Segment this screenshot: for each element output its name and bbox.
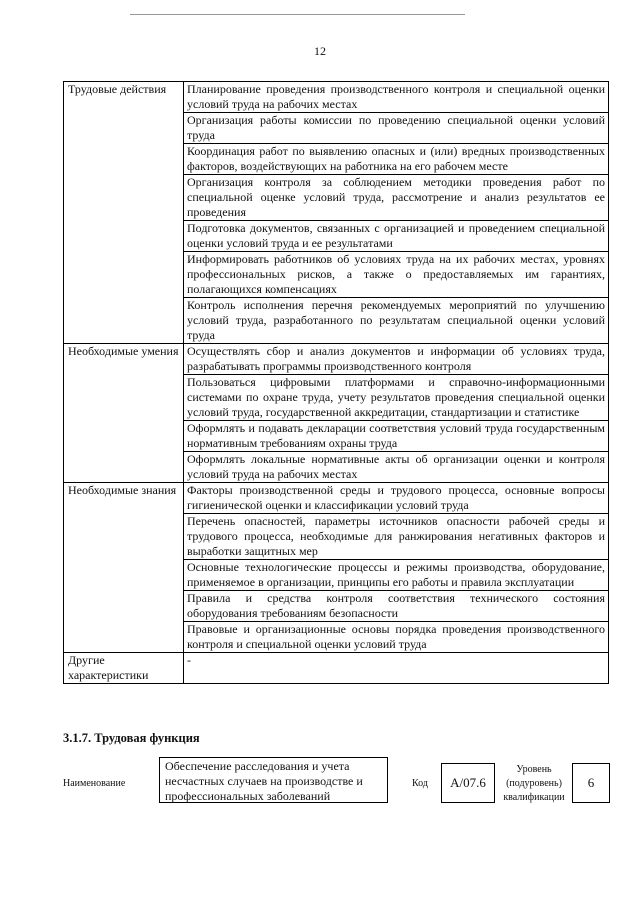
table-cell: Факторы производственной среды и трудового процесса, основные вопросы гигиенической оценки и классификации условий труда [184,483,609,514]
table-row [64,82,609,113]
table-row [64,483,609,514]
table-cell: Правила и средства контроля соответствия технического состояния оборудования требованиям безопасности [184,591,609,622]
table-cell: Основные технологические процессы и режимы производства, оборудование, применяемое в организации, принципы его работы и правила эксплуатации [184,560,609,591]
row-group-label: Необходимые умения [64,344,184,483]
table-cell: Правовые и организационные основы порядка проведения производственного контроля и специальной оценки условий труда [184,622,609,653]
function-details-table [63,81,609,684]
level-label-line: квалификации [503,792,565,803]
page-number: 12 [314,44,326,58]
code-label: Код [412,778,428,789]
level-label-line: Уровень [516,764,552,775]
table-cell: Подготовка документов, связанных с организацией и проведением специальной оценки условий труда и ее результатами [184,221,609,252]
table-cell: Осуществлять сбор и анализ документов и информации об условиях труда, разрабатывать программы производственного контроля [184,344,609,375]
table-row [64,653,609,684]
top-rule [130,14,465,15]
section-heading: 3.1.7. Трудовая функция [63,731,200,745]
table-cell: Оформлять локальные нормативные акты об организации оценки и контроля условий труда на рабочих местах [184,452,609,483]
table-cell: - [184,653,609,684]
name-label: Наименование [63,778,126,789]
table-cell: Контроль исполнения перечня рекомендуемых мероприятий по улучшению условий труда, разработанного по результатам специальной оценки условий труда [184,298,609,344]
table-cell: Перечень опасностей, параметры источников опасности рабочей среды и трудового процесса, необходимые для ранжирования негативных факторов и выработки защитных мер [184,514,609,560]
table-cell: Координация работ по выявлению опасных и (или) вредных производственных факторов, воздействующих на работника на его рабочем месте [184,144,609,175]
table-cell: Планирование проведения производственного контроля и специальной оценки условий труда на рабочих местах [184,82,609,113]
level-label [498,763,570,805]
row-group-label: Необходимые знания [64,483,184,653]
table-cell: Пользоваться цифровыми платформами и справочно-информационными системами по охране труда, учету результатов проведения специальной оценки условий труда, государственной аккредитации, стандартизации и статистике [184,375,609,421]
row-group-label: Другие характеристики [64,653,184,684]
function-name-box: Обеспечение расследования и учета несчастных случаев на производстве и профессиональных заболеваний [159,757,388,803]
table-cell: Организация работы комиссии по проведению специальной оценки условий труда [184,113,609,144]
table-row [64,344,609,375]
table-cell: Информировать работников об условиях труда на их рабочих местах, уровнях профессиональных рисков, а также о предоставляемых им гарантиях, полагающихся компенсациях [184,252,609,298]
row-group-label: Трудовые действия [64,82,184,344]
table-cell: Оформлять и подавать декларации соответствия условий труда государственным нормативным требованиям охраны труда [184,421,609,452]
table-cell: Организация контроля за соблюдением методики проведения работ по специальной оценке условий труда, рассмотрение и анализ результатов ее проведения [184,175,609,221]
level-box: 6 [572,763,610,803]
code-box: A/07.6 [441,763,495,803]
level-label-line: (подуровень) [506,778,562,789]
